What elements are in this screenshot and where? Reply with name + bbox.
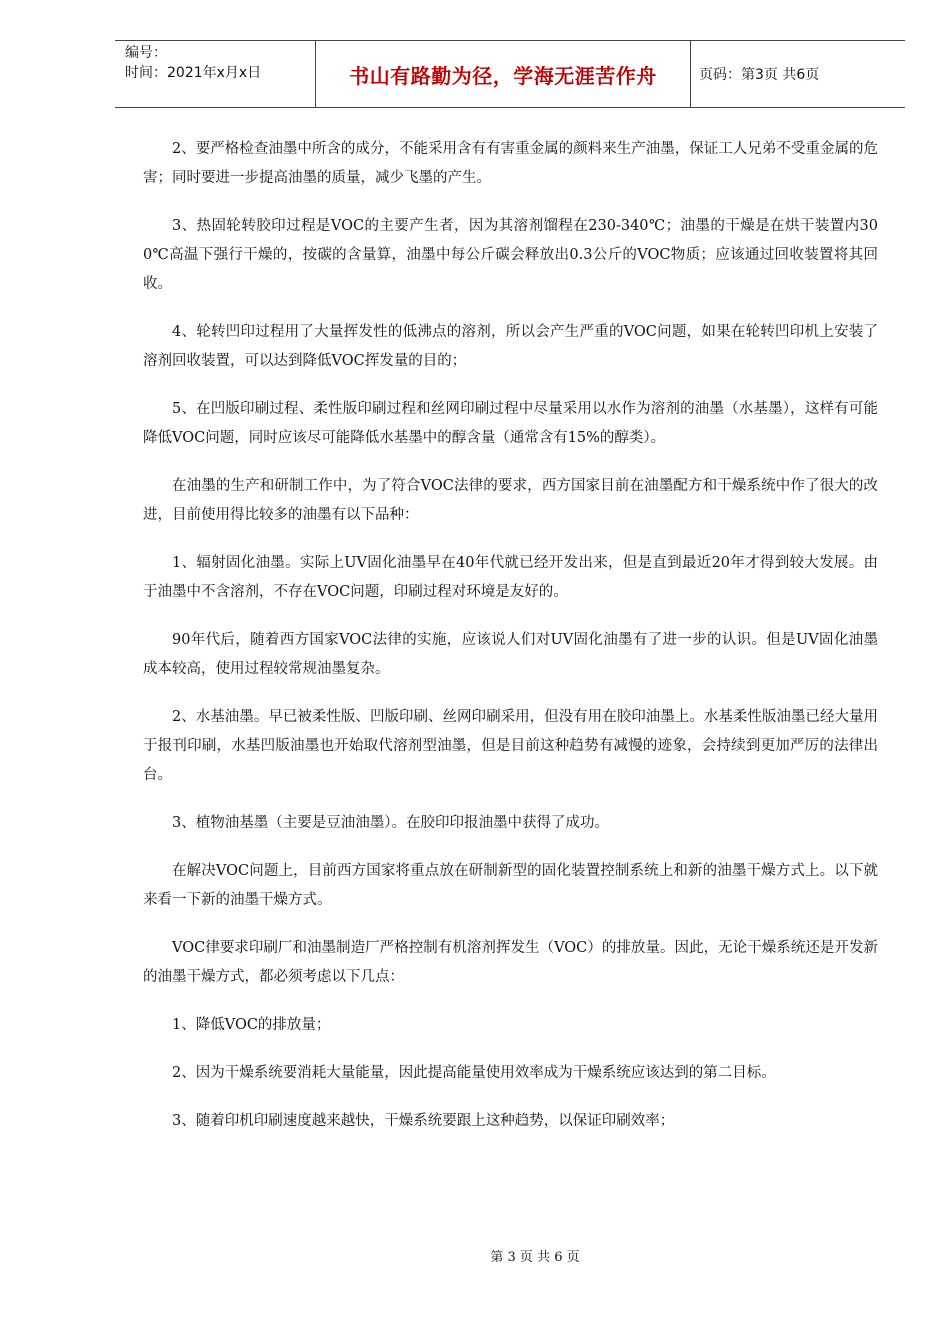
paragraph: 在解决VOC问题上，目前西方国家将重点放在研制新型的固化装置控制系统上和新的油墨干燥方式上。以下就来看一下新的油墨干燥方式。 [143, 863, 878, 908]
header-page-info: 页码：第3页 共6页 [699, 67, 820, 83]
paragraph: 2、要严格检查油墨中所含的成分，不能采用含有有害重金属的颜料来生产油墨，保证工人兄弟不受重金属的危害；同时要进一步提高油墨的质量，减少飞墨的产生。 [143, 141, 878, 186]
paragraph: 4、轮转凹印过程用了大量挥发性的低沸点的溶剂，所以会产生严重的VOC问题，如果在轮转凹印机上安装了溶剂回收装置，可以达到降低VOC挥发量的目的； [143, 324, 878, 369]
paragraph: 1、降低VOC的排放量； [172, 1017, 331, 1033]
header-number-label: 编号： [125, 45, 167, 61]
header-meta [125, 43, 315, 83]
paragraph: VOC律要求印刷厂和油墨制造厂严格控制有机溶剂挥发生（VOC）的排放量。因此，无论干燥系统还是开发新的油墨干燥方式，都必须考虑以下几点： [143, 940, 878, 985]
header-motto: 书山有路勤为径，学海无涯苦作舟 [315, 41, 691, 107]
page-footer: 第 3 页 共 6 页 [490, 1250, 580, 1265]
paragraph: 90年代后，随着西方国家VOC法律的实施，应该说人们对UV固化油墨有了进一步的认识。但是UV固化油墨成本较高，使用过程较常规油墨复杂。 [143, 632, 878, 677]
paragraph: 在油墨的生产和研制工作中，为了符合VOC法律的要求，西方国家目前在油墨配方和干燥系统中作了很大的改进，目前使用得比较多的油墨有以下品种： [143, 478, 878, 523]
paragraph: 2、因为干燥系统要消耗大量能量，因此提高能量使用效率成为干燥系统应该达到的第二目标。 [172, 1065, 776, 1081]
header-time-label: 时间：2021年x月x日 [125, 65, 262, 81]
paragraph: 5、在凹版印刷过程、柔性版印刷过程和丝网印刷过程中尽量采用以水作为溶剂的油墨（水基墨），这样有可能降低VOC问题，同时应该尽可能降低水基墨中的醇含量（通常含有15%的醇类）。 [143, 401, 878, 446]
paragraph: 2、水基油墨。早已被柔性版、凹版印刷、丝网印刷采用，但没有用在胶印油墨上。水基柔性版油墨已经大量用于报刊印刷，水基凹版油墨也开始取代溶剂型油墨，但是目前这种趋势有减慢的迹象，会持续到更加严厉的法律出台。 [143, 709, 878, 783]
paragraph: 3、随着印机印刷速度越来越快，干燥系统要跟上这种趋势，以保证印刷效率； [172, 1113, 675, 1129]
paragraph: 3、植物油基墨（主要是豆油油墨）。在胶印印报油墨中获得了成功。 [172, 815, 609, 831]
document-body [143, 135, 878, 1155]
paragraph: 3、热固轮转胶印过程是VOC的主要产生者，因为其溶剂馏程在230-340℃；油墨的干燥是在烘干装置内300℃高温下强行干燥的，按碳的含量算，油墨中每公斤碳会释放出0.3公斤的VOC物质；应该通过回收装置将其回收。 [143, 218, 878, 292]
page-header [115, 40, 905, 108]
paragraph: 1、辐射固化油墨。实际上UV固化油墨早在40年代就已经开发出来，但是直到最近20年才得到较大发展。由于油墨中不含溶剂，不存在VOC问题，印刷过程对环境是友好的。 [143, 555, 878, 600]
